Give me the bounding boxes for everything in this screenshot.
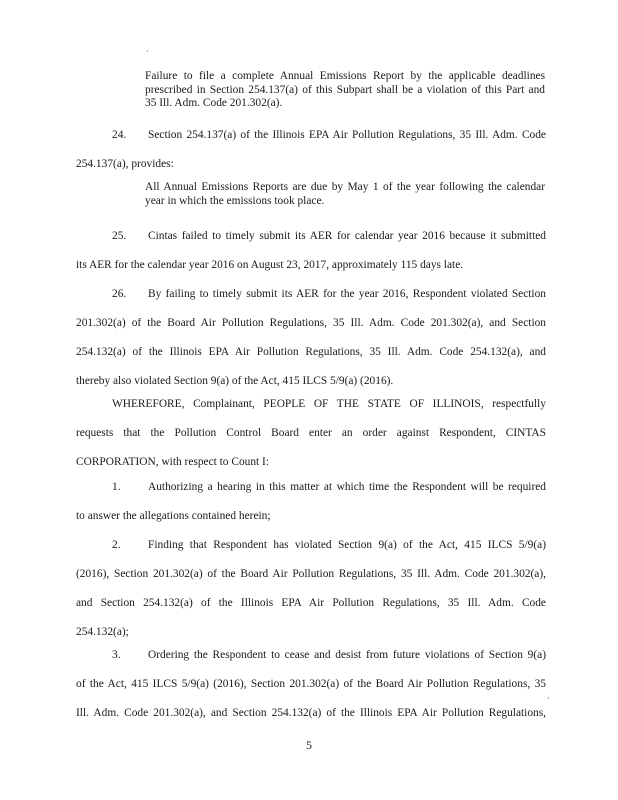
block-quote-aer-due-date <box>145 181 545 208</box>
paragraph-line: of the Act, 415 ILCS 5/9(a) (2016), Section 201.302(a) of the Board Air Pollution Regulations, 35 <box>76 678 546 690</box>
paragraph-line: thereby also violated Section 9(a) of the Act, 415 ILCS 5/9(a) (2016). <box>76 375 394 387</box>
paragraph-line: 254.132(a); <box>76 626 129 638</box>
paragraph-text: Cintas failed to timely submit its AER for calendar year 2016 because it submitted <box>148 230 546 242</box>
wherefore-clause <box>76 390 546 477</box>
paragraph-line <box>76 473 546 502</box>
paragraph-line: WHEREFORE, Complainant, PEOPLE OF THE STATE OF ILLINOIS, respectfully <box>112 398 546 410</box>
prayer-item-3 <box>76 641 546 728</box>
paragraph-line: 254.132(a) of the Illinois EPA Air Pollution Regulations, 35 Ill. Adm. Code 254.132(a), and <box>76 346 546 358</box>
paragraph-line <box>76 121 546 150</box>
prayer-item-1 <box>76 473 546 531</box>
item-number: 2. <box>112 539 121 551</box>
paragraph-line <box>76 222 546 251</box>
paragraph-line <box>76 280 546 309</box>
paragraph-text: Authorizing a hearing in this matter at which time the Respondent will be required <box>148 481 546 493</box>
scan-speck: · <box>547 694 550 703</box>
paragraph-line: requests that the Pollution Control Board enter an order against Respondent, CINTAS <box>76 427 546 439</box>
paragraph-line: and Section 254.132(a) of the Illinois EPA Air Pollution Regulations, 35 Ill. Adm. Code <box>76 597 546 609</box>
paragraph-25 <box>76 222 546 280</box>
paragraph-24 <box>76 121 546 179</box>
paragraph-number: 25. <box>112 230 127 242</box>
paragraph-line: 254.137(a), provides: <box>76 158 174 170</box>
page-number: 5 <box>306 738 312 752</box>
paragraph-line <box>76 641 546 670</box>
quote-line: 35 Ill. Adm. Code 201.302(a). <box>145 97 283 109</box>
quote-line: Failure to file a complete Annual Emissions Report by the applicable deadlines <box>145 70 545 82</box>
paragraph-line <box>76 531 546 560</box>
paragraph-text: Ordering the Respondent to cease and desist from future violations of Section 9(a) <box>148 649 546 661</box>
paragraph-text: Section 254.137(a) of the Illinois EPA Air Pollution Regulations, 35 Ill. Adm. Code <box>148 129 546 141</box>
quote-line: prescribed in Section 254.137(a) of this Subpart shall be a violation of this Part and <box>145 83 545 96</box>
scan-speck: · <box>146 47 149 56</box>
paragraph-line: (2016), Section 201.302(a) of the Board Air Pollution Regulations, 35 Ill. Adm. Code 201.302(a), <box>76 568 546 580</box>
paragraph-26 <box>76 280 546 396</box>
item-number: 3. <box>112 649 121 661</box>
prayer-item-2 <box>76 531 546 647</box>
paragraph-line: to answer the allegations contained herein; <box>76 510 271 522</box>
paragraph-number: 24. <box>112 129 127 141</box>
paragraph-line: CORPORATION, with respect to Count I: <box>76 456 270 468</box>
paragraph-line: Ill. Adm. Code 201.302(a), and Section 254.132(a) of the Illinois EPA Air Pollution Regulations, <box>76 707 546 719</box>
item-number: 1. <box>112 481 121 493</box>
paragraph-number: 26. <box>112 288 127 300</box>
block-quote-aer-failure <box>145 70 545 111</box>
paragraph-line: 201.302(a) of the Board Air Pollution Regulations, 35 Ill. Adm. Code 201.302(a), and Section <box>76 317 546 329</box>
quote-line: All Annual Emissions Reports are due by May 1 of the year following the calendar <box>145 181 545 193</box>
paragraph-text: Finding that Respondent has violated Section 9(a) of the Act, 415 ILCS 5/9(a) <box>148 539 546 551</box>
quote-line: year in which the emissions took place. <box>145 194 325 207</box>
paragraph-line: its AER for the calendar year 2016 on August 23, 2017, approximately 115 days late. <box>76 259 464 271</box>
paragraph-text: By failing to timely submit its AER for the year 2016, Respondent violated Section <box>148 288 546 300</box>
